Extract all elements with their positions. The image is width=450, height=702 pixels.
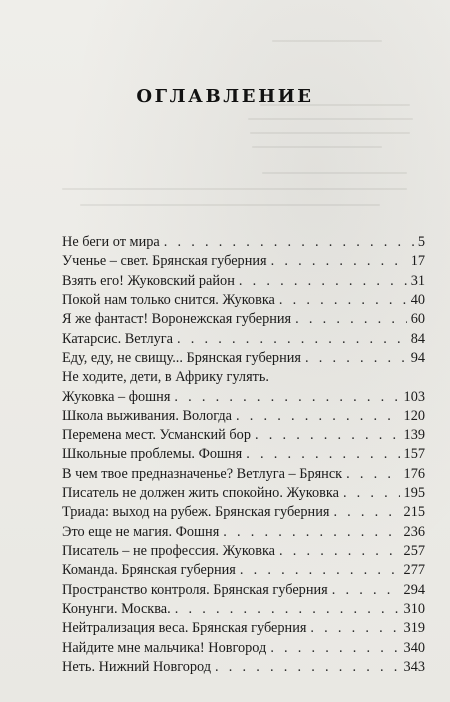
toc-entry-title: Конунги. Москва. — [62, 600, 171, 617]
toc-entry-page: 103 — [403, 388, 425, 405]
toc-entry-page: 5 — [417, 234, 425, 250]
toc-leader-dots — [177, 330, 407, 349]
toc-entry-page: 31 — [410, 272, 425, 289]
toc-entry-title: В чем твое предназначенье? Ветлуга – Брянск — [62, 465, 343, 482]
toc-entry-page: 340 — [403, 639, 425, 656]
toc-entry — [62, 658, 425, 677]
toc-entry-title: Триада: выход на рубеж. Брянская губерния — [62, 504, 330, 521]
toc-entry-page: 120 — [403, 407, 425, 424]
toc-entry-page: 94 — [410, 349, 425, 366]
toc-entry-page: 157 — [403, 446, 425, 463]
toc-leader-dots — [333, 503, 399, 522]
toc-entry-title: Нейтрализация веса. Брянская губерния — [62, 620, 307, 637]
toc-entry-page: 257 — [403, 543, 425, 559]
toc-entry-page: 277 — [403, 562, 425, 579]
toc-entry — [62, 639, 425, 658]
toc-entry — [62, 426, 425, 445]
toc-leader-dots — [223, 523, 399, 542]
bleed-through-line — [62, 188, 407, 190]
toc-entry-title: Не ходите, дети, в Африку гулять. — [62, 369, 269, 386]
toc-entry — [62, 465, 425, 484]
toc-entry — [62, 407, 425, 426]
toc-entry-title: Покой нам только снится. Жуковка — [62, 291, 275, 308]
bleed-through-line — [80, 204, 380, 206]
toc-entry-page: 176 — [403, 465, 425, 482]
toc-entry — [62, 330, 425, 349]
toc-leader-dots — [295, 310, 407, 329]
toc-entry-title: Писатель – не профессия. Жуковка — [62, 543, 276, 559]
bleed-through-line — [248, 118, 413, 120]
toc-entry-page: 17 — [410, 253, 425, 270]
toc-entry — [62, 523, 425, 542]
toc-entry-title: Катарсис. Ветлуга — [62, 330, 173, 347]
toc-entry — [62, 503, 425, 522]
toc-entry-title: Команда. Брянская губерния — [62, 562, 236, 579]
toc-entry — [62, 272, 425, 291]
table-of-contents — [62, 233, 425, 677]
bleed-through-line — [252, 146, 382, 148]
toc-entry — [62, 388, 425, 407]
toc-entry — [62, 600, 425, 619]
toc-entry-title: Я же фантаст! Воронежская губерния — [62, 311, 292, 328]
bleed-through-line — [272, 40, 382, 42]
toc-entry — [62, 349, 425, 368]
toc-entry-page: 40 — [410, 291, 425, 308]
toc-entry-page: 343 — [403, 658, 425, 675]
toc-entry — [62, 310, 425, 329]
toc-leader-dots — [346, 465, 399, 484]
page-title: ОГЛАВЛЕНИЕ — [136, 86, 314, 107]
toc-entry — [62, 619, 425, 638]
toc-entry — [62, 233, 425, 252]
toc-entry-title: Писатель не должен жить спокойно. Жуковка — [62, 485, 339, 502]
toc-entry-page: 84 — [410, 330, 425, 347]
toc-leader-dots — [174, 388, 399, 407]
toc-entry-page: 294 — [403, 581, 425, 598]
toc-entry-title: Еду, еду, не свищу... Брянская губерния — [62, 349, 301, 366]
toc-leader-dots — [236, 407, 400, 426]
toc-entry — [62, 368, 425, 387]
toc-entry-page: 60 — [410, 311, 425, 328]
toc-entry — [62, 581, 425, 600]
toc-entry-title: Это еще не магия. Фошня — [62, 523, 220, 540]
toc-leader-dots — [270, 639, 399, 658]
bleed-through-line — [250, 132, 410, 134]
toc-entry-title: Неть. Нижний Новгород — [62, 658, 212, 675]
toc-leader-dots — [215, 658, 400, 677]
toc-leader-dots — [246, 445, 399, 464]
toc-entry-page: 319 — [403, 620, 425, 637]
toc-leader-dots — [305, 349, 407, 368]
toc-entry-page: 310 — [403, 600, 425, 617]
toc-entry-title: Не беги от мира — [62, 234, 160, 250]
toc-leader-dots — [279, 542, 400, 561]
toc-entry-title: Найдите мне мальчика! Новгород — [62, 639, 267, 656]
toc-entry-title: Школа выживания. Вологда — [62, 407, 233, 424]
toc-entry-title: Жуковка – фошня — [62, 388, 171, 405]
toc-entry-page: 236 — [403, 523, 425, 540]
toc-entry-page: 215 — [403, 504, 425, 521]
toc-leader-dots — [279, 291, 407, 310]
toc-entry-title: Перемена мест. Усманский бор — [62, 427, 251, 444]
toc-entry — [62, 561, 425, 580]
toc-leader-dots — [271, 252, 407, 271]
toc-leader-dots — [175, 600, 400, 619]
toc-entry-title: Ученье – свет. Брянская губерния — [62, 253, 267, 270]
bleed-through-line — [262, 172, 407, 174]
toc-entry — [62, 291, 425, 310]
toc-leader-dots — [239, 272, 407, 291]
toc-entry — [62, 542, 425, 561]
toc-entry-title: Школьные проблемы. Фошня — [62, 446, 243, 463]
toc-leader-dots — [255, 426, 400, 445]
toc-entry-title: Пространство контроля. Брянская губерния — [62, 581, 328, 598]
toc-leader-dots — [343, 484, 400, 503]
toc-leader-dots — [164, 233, 414, 252]
toc-entry-page: 139 — [403, 427, 425, 444]
toc-entry-title: Взять его! Жуковский район — [62, 272, 235, 289]
toc-entry-page: 195 — [403, 485, 425, 502]
toc-leader-dots — [310, 619, 399, 638]
toc-entry — [62, 484, 425, 503]
toc-entry — [62, 445, 425, 464]
toc-leader-dots — [332, 581, 400, 600]
toc-entry — [62, 252, 425, 271]
toc-leader-dots — [240, 561, 400, 580]
